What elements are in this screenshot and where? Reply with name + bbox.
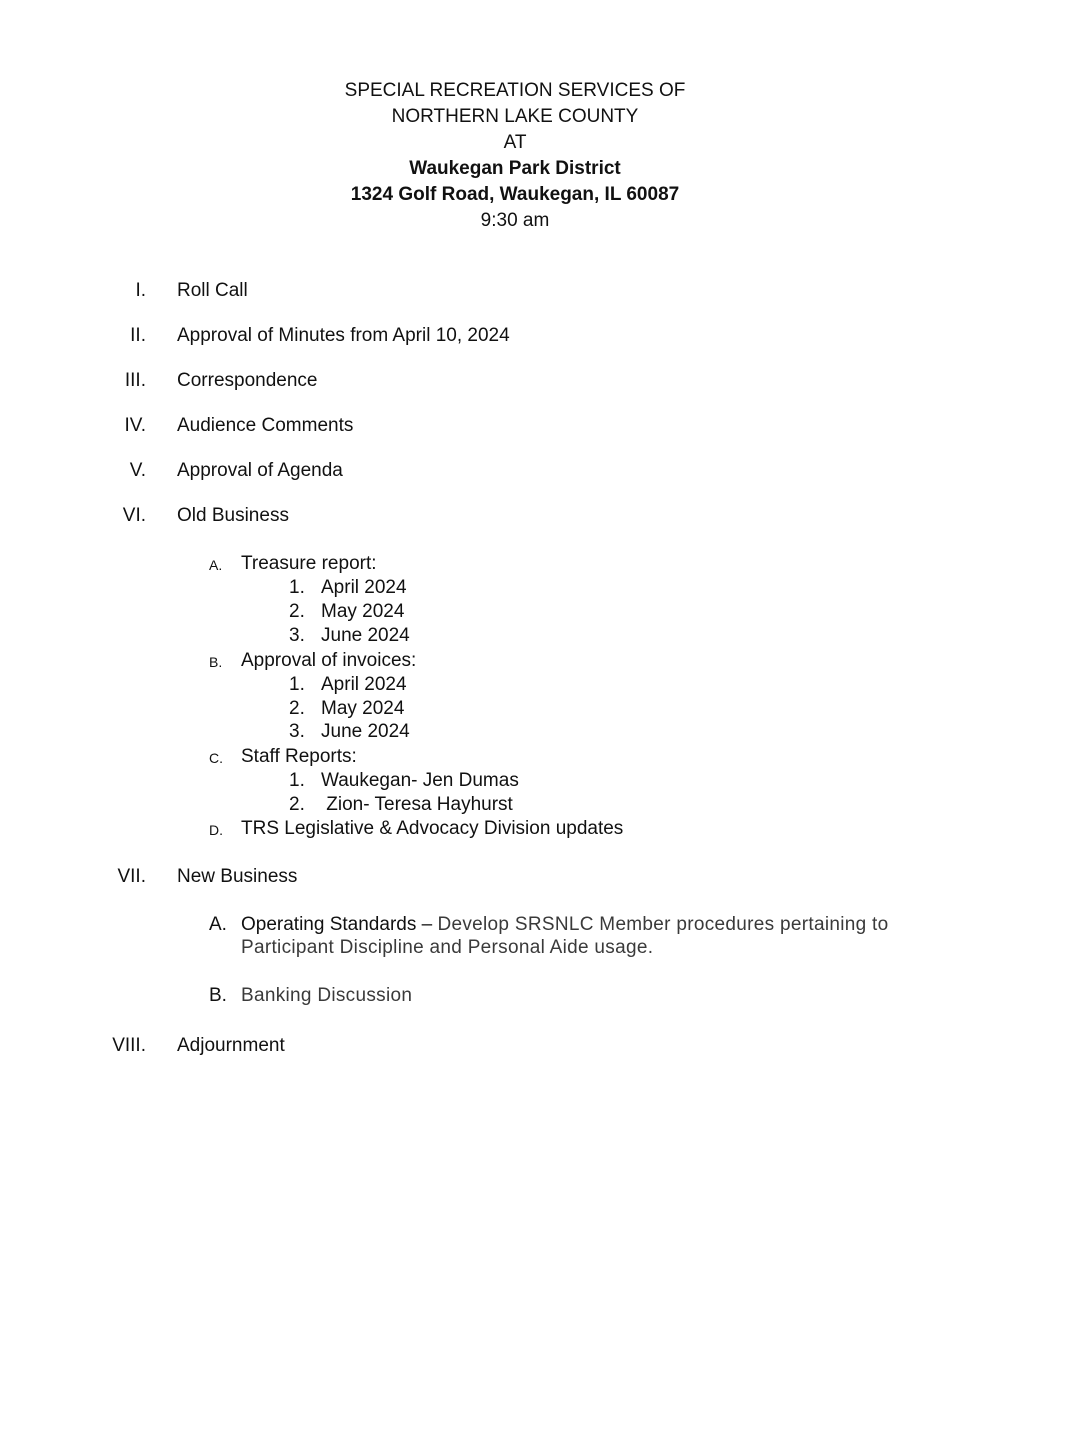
agenda-item-audience-comments: Audience Comments	[177, 415, 354, 436]
sub-sub-item-number: 1.	[289, 770, 305, 791]
sub-sub-item-text: June 2024	[321, 625, 410, 646]
operating-standards-description: Develop SRSNLC Member procedures pertaining to	[437, 914, 889, 935]
sub-sub-item-text: June 2024	[321, 721, 410, 742]
agenda-item-number: II.	[130, 325, 146, 346]
header-organization-line2: NORTHERN LAKE COUNTY	[391, 106, 639, 127]
sub-sub-item-number: 2.	[289, 601, 305, 622]
sub-item-operating-standards	[241, 914, 888, 936]
sub-sub-item-text: May 2024	[321, 601, 405, 622]
sub-item-staff-reports: Staff Reports:	[241, 746, 357, 767]
agenda-item-approval-of-minutes: Approval of Minutes from April 10, 2024	[177, 325, 510, 346]
agenda-item-adjournment: Adjournment	[177, 1035, 285, 1056]
sub-item-approval-of-invoices: Approval of invoices:	[241, 650, 417, 671]
agenda-item-correspondence: Correspondence	[177, 370, 318, 391]
sub-item-letter: B.	[209, 654, 223, 670]
sub-item-trs-updates: TRS Legislative & Advocacy Division updates	[241, 818, 624, 839]
sub-sub-item-number: 2.	[289, 794, 305, 815]
sub-sub-item-text: April 2024	[321, 674, 407, 695]
agenda-item-number: VII.	[117, 866, 146, 887]
agenda-item-roll-call: Roll Call	[177, 280, 248, 301]
agenda-item-number: VI.	[122, 505, 146, 526]
header-venue: Waukegan Park District	[409, 158, 621, 179]
agenda-item-number: IV.	[124, 415, 146, 436]
sub-item-treasure-report: Treasure report:	[241, 553, 377, 574]
agenda-item-old-business: Old Business	[177, 505, 289, 526]
sub-item-letter: A.	[209, 557, 223, 573]
sub-item-letter: C.	[209, 750, 223, 766]
sub-sub-item-number: 2.	[289, 698, 305, 719]
agenda-item-number: I.	[135, 280, 146, 301]
agenda-item-approval-of-agenda: Approval of Agenda	[177, 460, 343, 481]
header-organization-line1: SPECIAL RECREATION SERVICES OF	[344, 80, 686, 101]
sub-item-letter: A.	[209, 914, 227, 935]
sub-sub-item-number: 1.	[289, 577, 305, 598]
sub-sub-item-number: 1.	[289, 674, 305, 695]
header-at: AT	[503, 132, 527, 153]
sub-item-letter: D.	[209, 822, 223, 838]
agenda-item-number: V.	[129, 460, 146, 481]
sub-item-letter: B.	[209, 985, 227, 1006]
sub-sub-item-number: 3.	[289, 625, 305, 646]
sub-sub-item-text: Waukegan- Jen Dumas	[321, 770, 519, 791]
agenda-item-new-business: New Business	[177, 866, 298, 887]
sub-sub-item-text: Zion- Teresa Hayhurst	[321, 794, 513, 815]
operating-standards-description-cont: Participant Discipline and Personal Aide usage.	[241, 937, 654, 958]
header-address: 1324 Golf Road, Waukegan, IL 60087	[350, 184, 680, 205]
sub-item-banking-discussion: Banking Discussion	[241, 985, 413, 1006]
header-time: 9:30 am	[480, 210, 550, 231]
sub-sub-item-number: 3.	[289, 721, 305, 742]
sub-sub-item-text: April 2024	[321, 577, 407, 598]
agenda-item-number: III.	[124, 370, 146, 391]
sub-sub-item-text: May 2024	[321, 698, 405, 719]
agenda-item-number: VIII.	[112, 1035, 146, 1056]
operating-standards-label: Operating Standards –	[241, 914, 433, 935]
